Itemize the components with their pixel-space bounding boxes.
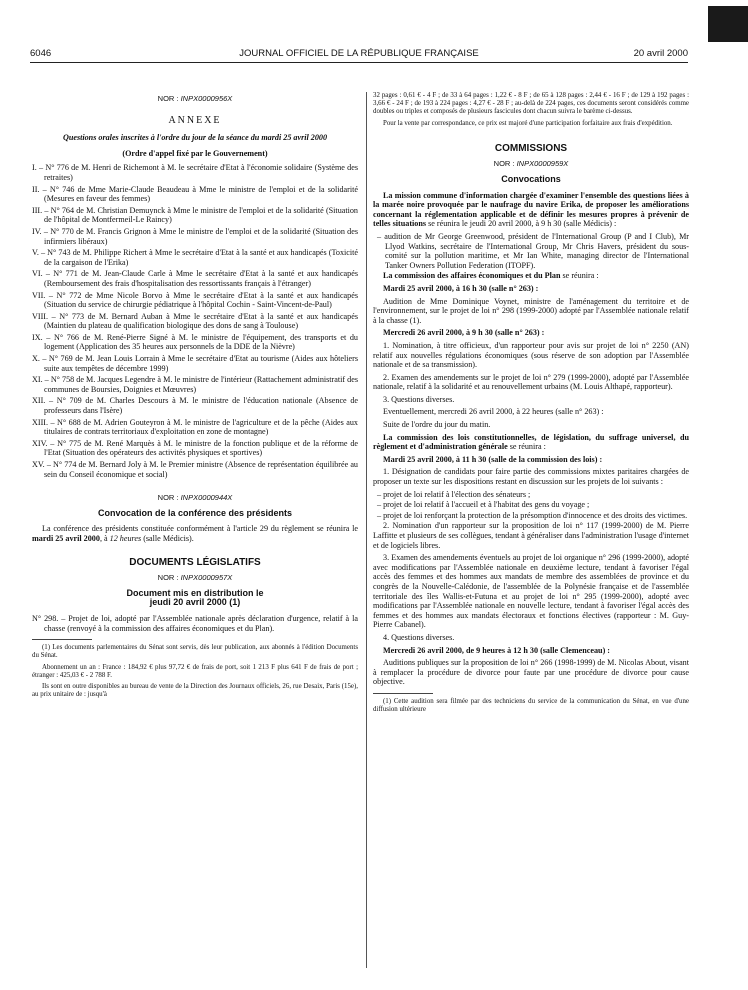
list-item: VIII. – N° 773 de M. Bernard Auban à Mme le secrétaire d'Etat à la santé et aux handicapés (Maintien du plateau de qualification biologique des dons de sang à Toulouse)	[32, 311, 358, 331]
price-note: Pour la vente par correspondance, ce prix est majoré d'une participation forfaitaire aux frais d'expédition.	[383, 119, 673, 127]
list-item: – projet de loi relatif à l'élection des sénateurs ;	[377, 489, 531, 499]
lois-item1-list	[373, 490, 689, 521]
aff-event: Eventuellement, mercredi 26 avril 2000, à 22 heures (salle n° 263) :	[383, 407, 604, 417]
aff-day1: Mardi 25 avril 2000, à 16 h 30 (salle n° 263) :	[383, 283, 539, 293]
list-item: XIII. – N° 688 de M. Adrien Gouteyron à M. le ministre de l'agriculture et de la pêche (Aides aux titulaires de contrats territoriaux d'exploitation en zone de montagne)	[32, 417, 358, 437]
header-rule	[30, 62, 688, 63]
right-column	[373, 92, 689, 717]
list-item: 3. Questions diverses.	[383, 394, 455, 404]
aff-event-text: Suite de l'ordre du jour du matin.	[383, 420, 491, 430]
issue-date: 20 avril 2000	[633, 48, 688, 59]
questions-title: Questions orales inscrites à l'ordre du jour de la séance du mardi 25 avril 2000	[62, 133, 328, 143]
journal-title: JOURNAL OFFICIEL DE LA RÉPUBLIQUE FRANÇAISE	[239, 48, 479, 59]
mission-paragraph: La mission commune d'information chargée d'examiner l'ensemble des questions liées à la marée noire provoquée par le naufrage du navire Erika, de proposer les améliorations concernant la réglementation applicable et de définir les mesures propres à prévenir de telles situations se réunira le jeudi 20 avril 2000, à 9 h 30 (salle Médicis) :	[373, 190, 689, 229]
footnote-text: Abonnement un an : France : 184,92 € plus 97,72 € de frais de port, soit 1 213 F plus 641 F de frais de port ; étranger : 425,03 € - 2 788 F.	[32, 663, 358, 679]
page-corner-tab	[708, 6, 748, 42]
list-item: – projet de loi relatif à l'accueil et à l'habitat des gens du voyage ;	[377, 500, 590, 510]
footnote-rule	[32, 639, 92, 640]
column-divider	[366, 92, 367, 968]
page-header	[30, 48, 688, 62]
list-item: III. – N° 764 de M. Christian Demuynck à Mme le ministre de l'emploi et de la solidarité (Situation de l'hôpital de Montfermeil-Le Raincy)	[32, 205, 358, 225]
list-item: IV. – N° 770 de M. Francis Grignon à Mme le ministre de l'emploi et de la solidarité (Situation des infirmiers libéraux)	[32, 226, 358, 246]
aff-day1-text: Audition de Mme Dominique Voynet, ministre de l'aménagement du territoire et de l'environnement, sur le projet de loi n° 298 (1999-2000) adopté par l'Assemblée nationale relatif à la chasse (1).	[373, 296, 689, 325]
lois-item: 4. Questions diverses.	[383, 632, 455, 642]
list-item: 1. Nomination, à titre officieux, d'un rapporteur pour avis sur projet de loi n° 2250 (AN) relatif aux nouvelles régulations économiques (sous réserve de son adoption par l'Assemblée nationale et de sa transmission).	[373, 340, 689, 370]
nor-reference: NOR : INPX0000957X	[157, 573, 233, 583]
commissions-title: COMMISSIONS	[494, 142, 568, 154]
lois-item: 3. Examen des amendements éventuels au projet de loi organique n° 296 (1999-2000), adopté avec modifications par l'Assemblée nationale en deuxième lecture, tendant à favoriser l'égal accès des femmes et des hommes aux mandats de membre des assemblées de province et du congrès de la Nouvelle-Calédonie, de l'assemblée de la Polynésie française et de l'assemblée territoriale des îles Wallis-et-Futuna et au projet de loi n° 295 (1999-2000), adopté avec modifications par l'Assemblée nationale en nouvelle lecture, tendant à favoriser l'égal accès des femmes et des hommes aux mandats électoraux et fonctions électives (rapporteur : M. Guy-Pierre Cabanel).	[373, 553, 689, 630]
list-item: 2. Examen des amendements sur le projet de loi n° 279 (1999-2000), adopté par l'Assemblée nationale, relatif à la solidarité et au renouvellement urbains (M. Louis Althapé, rapporteur).	[373, 372, 689, 392]
lois-day2-text: Auditions publiques sur la proposition de loi n° 266 (1998-1999) de M. Nicolas About, visant à remplacer la procédure de divorce pour faute par une procédure de divorce pour cause objective.	[373, 658, 689, 687]
list-item: VI. – N° 771 de M. Jean-Claude Carle à Mme le secrétaire d'Etat à la santé et aux handicapés (Remboursement des frais d'hospitalisation des ressortissants français à l'étranger)	[32, 269, 358, 288]
lois-item: 2. Nomination d'un rapporteur sur la proposition de loi n° 117 (1999-2000) de M. Pierre Laffitte et plusieurs de ses collègues, tendant à généraliser dans l'administration l'usage d'internet et de logiciels libres.	[373, 521, 689, 550]
list-item: IX. – N° 766 de M. René-Pierre Signé à M. le ministre de l'équipement, des transports et du logement (Application des 35 heures aux personnels de la DDE de la Nièvre)	[32, 332, 358, 352]
list-item: XIV. – N° 775 de M. René Marquès à M. le ministre de la fonction publique et de la réforme de l'Etat (Situation des opérateurs des activités physiques et sportives)	[32, 438, 358, 458]
list-item: V. – N° 743 de M. Philippe Richert à Mme le secrétaire d'Etat à la santé et aux handicapés (Toxicité de la cargaison de l'Erika)	[32, 248, 358, 267]
footnote-text: (1) Les documents parlementaires du Sénat sont servis, dès leur publication, aux abonnés à l'édition Documents du Sénat.	[32, 644, 358, 660]
questions-list	[32, 163, 358, 479]
list-item: I. – N° 776 de M. Henri de Richemont à M. le secrétaire d'Etat à l'économie solidaire (Système des retraites)	[32, 163, 358, 182]
lois-item: 1. Désignation de candidats pour faire partie des commissions mixtes paritaires chargées de proposer un texte sur les dispositions restant en discussion sur les projets de loi suivants :	[373, 467, 689, 487]
distribution-title: Document mis en distribution le jeudi 20 avril 2000 (1)	[126, 587, 264, 608]
price-list: 32 pages : 0,61 € - 4 F ; de 33 à 64 pages : 1,22 € - 8 F ; de 65 à 128 pages : 2,44 € - 16 F ; de 129 à 192 pages : 3,66 € - 24 F ; de 193 à 224 pages : 4,27 € - 28 F ; au-delà de 224 pages, ces documents seront considérés comme doubles ou triples et composés de plusieurs fascicules dont chacun suivra le barème ci-dessus.	[373, 92, 689, 116]
footnote-text: Ils sont en outre disponibles au bureau de vente de la Direction des Journaux officiels, 26, rue Desaix, Paris (15e), au prix unitaire de : jusqu'à	[32, 682, 358, 699]
distribution-text: N° 298. – Projet de loi, adopté par l'Assemblée nationale après déclaration d'urgence, relatif à la chasse (renvoyé à la commission des affaires économiques et du Plan).	[32, 613, 358, 633]
list-item: XII. – N° 709 de M. Charles Descours à M. le ministre de l'éducation nationale (Absence de professeurs dans l'Isère)	[32, 396, 358, 416]
ordre-subtitle: (Ordre d'appel fixé par le Gouvernement)	[122, 148, 268, 158]
page-number: 6046	[30, 48, 52, 59]
convocation-text: La conférence des présidents constituée conformément à l'article 29 du règlement se réunira le mardi 25 avril 2000, à 12 heures (salle Médicis).	[32, 524, 358, 543]
annexe-title: ANNEXE	[168, 114, 222, 126]
aff-day2: Mercredi 26 avril 2000, à 9 h 30 (salle n° 263) :	[383, 328, 545, 338]
lois-day2: Mercredi 26 avril 2000, de 9 heures à 12 h 30 (salle Clemenceau) :	[383, 645, 611, 655]
convocations-title: Convocations	[501, 174, 561, 184]
affaires-paragraph: La commission des affaires économiques et du Plan se réunira :	[383, 271, 599, 281]
footnote-text: (1) Cette audition sera filmée par des techniciens du service de la communication du Sénat, en vue d'une diffusion ultérieure	[373, 697, 689, 714]
list-item: XI. – N° 758 de M. Jacques Legendre à M. le ministre de l'intérieur (Rattachement administratif des communes de Boursies, Doignies et Mœuvres)	[32, 375, 358, 394]
list-item: VII. – N° 772 de Mme Nicole Borvo à Mme le secrétaire d'Etat à la santé et aux handicapés (Situation du service de chirurgie pédiatrique à l'hôpital Cochin - Saint-Vincent-de-Paul)	[32, 290, 358, 310]
convocation-title: Convocation de la conférence des présidents	[97, 507, 293, 518]
list-item: XV. – N° 774 de M. Bernard Joly à M. le Premier ministre (Absence de représentation équilibrée au sein du Conseil économique et social)	[32, 460, 358, 479]
documents-title: DOCUMENTS LÉGISLATIFS	[129, 556, 261, 568]
nor-reference: NOR : INPX0000956X	[157, 94, 233, 103]
lois-day1: Mardi 25 avril 2000, à 11 h 30 (salle de la commission des lois) :	[383, 454, 603, 464]
list-item: – projet de loi renforçant la protection de la présomption d'innocence et des droits des victimes.	[377, 510, 688, 520]
nor-reference: NOR : INPX0000944X	[157, 493, 233, 503]
left-column	[32, 92, 358, 702]
list-item: – audition de Mr George Greenwood, président de l'International Group (P and I Club), Mr Llyod Watkins, secrétaire de l'International Group, Mr Chris Havers, président du sous-comité sur la pollution maritime, et Mr Ian White, managing director de l'International Tanker Owners Pollution Federation (ITOPF).	[377, 231, 689, 270]
list-item: II. – N° 746 de Mme Marie-Claude Beaudeau à Mme le ministre de l'emploi et de la solidarité (Mesures en faveur des femmes)	[32, 184, 358, 204]
footnote-rule	[373, 693, 433, 694]
nor-reference: NOR : INPX0000959X	[493, 159, 569, 169]
list-item: X. – N° 769 de M. Jean Louis Lorrain à Mme le secrétaire d'Etat au tourisme (Aides aux hôteliers suite aux tempêtes de décembre 1999)	[32, 354, 358, 373]
aff-day2-items	[373, 341, 689, 405]
mission-items	[373, 232, 689, 270]
lois-paragraph: La commission des lois constitutionnelles, de législation, du suffrage universel, du règlement et d'administration générale se réunira :	[373, 432, 689, 452]
